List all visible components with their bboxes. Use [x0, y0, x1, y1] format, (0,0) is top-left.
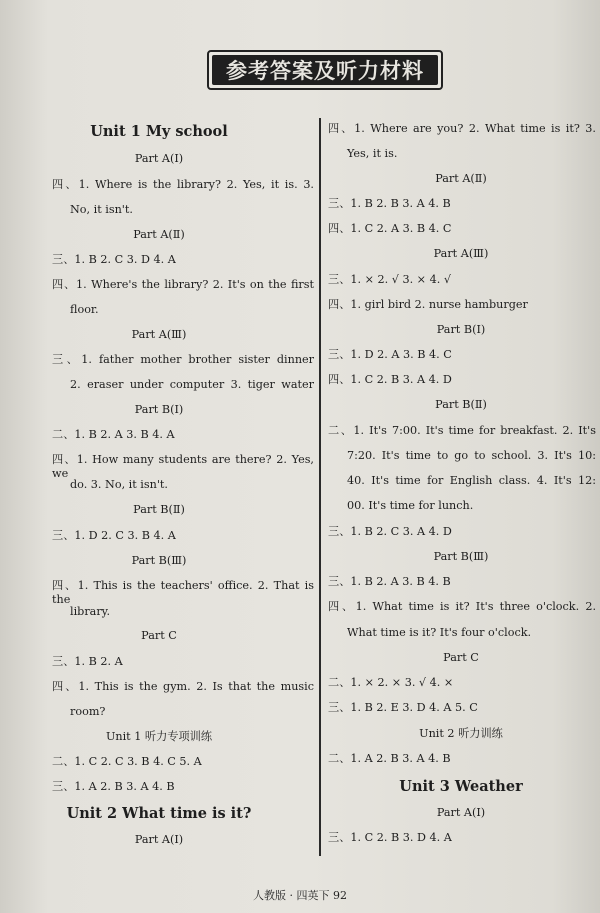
- column-divider: [319, 118, 321, 856]
- answer-line: 三、1. B 2. A: [52, 655, 123, 668]
- answer-line: 四、1. How many students are there? 2. Yes, we: [52, 453, 314, 480]
- answer-line: 二、1. × 2. × 3. √ 4. ×: [328, 676, 454, 689]
- section-label: Unit 2 听力训练: [419, 727, 503, 740]
- answer-line: 四、1. Where's the library? 2. It's on the first: [52, 278, 314, 291]
- answer-line: 三、1. C 2. B 3. D 4. A: [328, 831, 452, 844]
- section-label: Part B(Ⅰ): [436, 323, 486, 336]
- section-label: Part B(Ⅲ): [131, 554, 187, 567]
- page-title: 参考答案及听力材料: [226, 59, 424, 83]
- section-label: Part A(Ⅱ): [133, 228, 185, 241]
- title-banner: [207, 50, 443, 90]
- section-label: Part B(Ⅲ): [433, 550, 489, 563]
- page-footer: 人教版 · 四英下 92: [253, 889, 347, 902]
- answer-line: 四、1. girl bird 2. nurse hamburger: [328, 298, 528, 311]
- answer-line: 四、1. What time is it? It's three o'clock. 2.: [328, 600, 596, 613]
- answer-line: 二、1. B 2. A 3. B 4. A: [52, 428, 175, 441]
- answer-line: 四、1. Where are you? 2. What time is it? 3.: [328, 122, 596, 135]
- answer-line: 二、1. It's 7:00. It's time for breakfast. 2. It's: [328, 424, 596, 437]
- section-label: Part C: [141, 629, 177, 642]
- answer-line: 四、1. This is the gym. 2. Is that the music: [52, 680, 314, 693]
- answer-line: 四、1. This is the teachers' office. 2. That is the: [52, 579, 314, 606]
- answer-line: 四、1. C 2. A 3. B 4. C: [328, 222, 452, 235]
- section-label: Part A(Ⅰ): [436, 806, 486, 819]
- unit2-heading: Unit 2 What time is it?: [66, 805, 252, 822]
- section-label: Part A(Ⅲ): [131, 328, 187, 341]
- section-label: Part A(Ⅱ): [435, 172, 487, 185]
- answer-line: do. 3. No, it isn't.: [70, 478, 168, 491]
- answer-line: 7:20. It's time to go to school. 3. It's 10:: [347, 449, 596, 462]
- answer-line: 00. It's time for lunch.: [347, 499, 474, 512]
- answer-line: 2. eraser under computer 3. tiger water: [70, 378, 314, 391]
- answer-line: 三、1. B 2. C 3. D 4. A: [52, 253, 176, 266]
- answer-line: 三、1. B 2. B 3. A 4. B: [328, 197, 451, 210]
- section-label: Part A(Ⅰ): [134, 152, 184, 165]
- section-label: Part B(Ⅱ): [435, 398, 487, 411]
- unit3-heading: Unit 3 Weather: [399, 778, 523, 795]
- answer-line: 三、1. B 2. A 3. B 4. B: [328, 575, 451, 588]
- section-label: Part B(Ⅰ): [134, 403, 184, 416]
- section-label: Part A(Ⅲ): [433, 247, 489, 260]
- answer-line: room?: [70, 705, 106, 718]
- answer-line: 三、1. B 2. E 3. D 4. A 5. C: [328, 701, 478, 714]
- title-banner-inner: [212, 55, 438, 85]
- answer-line: 三、1. D 2. A 3. B 4. C: [328, 348, 452, 361]
- answer-line: 二、1. A 2. B 3. A 4. B: [328, 752, 451, 765]
- answer-line: No, it isn't.: [70, 203, 133, 216]
- answer-line: What time is it? It's four o'clock.: [347, 626, 532, 639]
- unit1-heading: Unit 1 My school: [90, 123, 228, 140]
- answer-line: 三、1. D 2. C 3. B 4. A: [52, 529, 176, 542]
- answer-line: 四、1. Where is the library? 2. Yes, it is. 3.: [52, 178, 314, 191]
- answer-line: floor.: [70, 303, 99, 316]
- answer-line: 三、1. B 2. C 3. A 4. D: [328, 525, 452, 538]
- answer-line: 四、1. C 2. B 3. A 4. D: [328, 373, 452, 386]
- section-label: Unit 1 听力专项训练: [105, 730, 213, 743]
- section-label: Part C: [443, 651, 479, 664]
- answer-line: 二、1. C 2. C 3. B 4. C 5. A: [52, 755, 202, 768]
- section-label: Part B(Ⅱ): [133, 503, 185, 516]
- answer-line: 三、1. × 2. √ 3. × 4. √: [328, 273, 451, 286]
- answer-line: Yes, it is.: [347, 147, 398, 160]
- section-label: Part A(Ⅰ): [134, 833, 184, 846]
- answer-line: 三、1. A 2. B 3. A 4. B: [52, 780, 175, 793]
- answer-line: 40. It's time for English class. 4. It's 12:: [347, 474, 596, 487]
- answer-line: library.: [70, 605, 111, 618]
- answer-line: 三、1. father mother brother sister dinner: [52, 353, 314, 366]
